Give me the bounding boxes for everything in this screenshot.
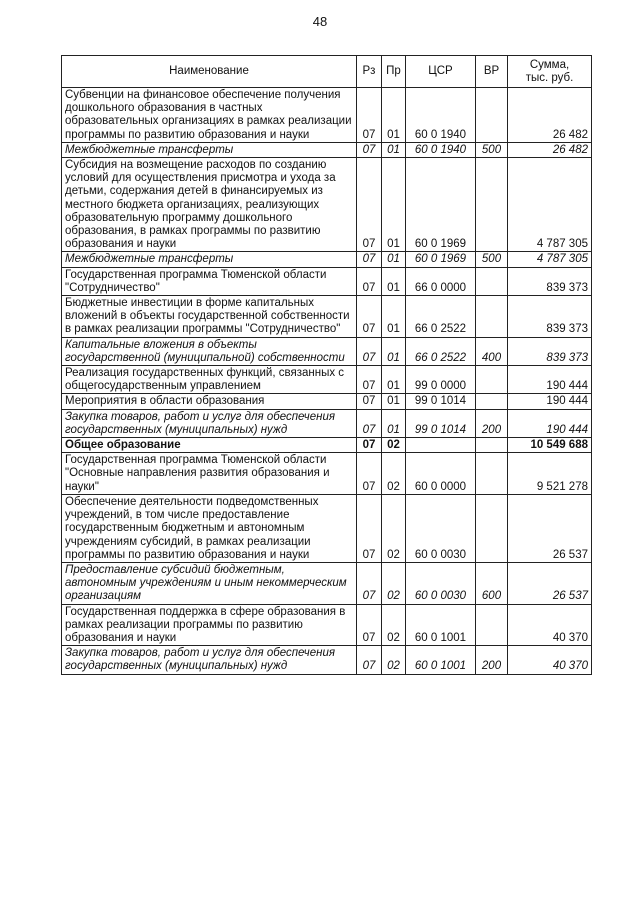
table-row xyxy=(62,158,592,252)
cell-csr: 60 0 1940 xyxy=(406,88,476,143)
cell-name: Капитальные вложения в объекты государственной (муниципальной) собственности xyxy=(62,337,357,365)
cell-rz: 07 xyxy=(357,646,382,674)
table-row xyxy=(62,366,592,394)
cell-pr: 02 xyxy=(382,646,406,674)
cell-csr: 66 0 0000 xyxy=(406,267,476,295)
cell-csr: 60 0 0030 xyxy=(406,562,476,604)
header-sum-line1: Сумма, xyxy=(529,59,570,71)
cell-vr xyxy=(476,453,508,495)
cell-vr: 400 xyxy=(476,337,508,365)
cell-name: Субсидия на возмещение расходов по созданию условий для осуществления присмотра и ухода за детьми, содержания детей в финансируемых из местного бюджета организациях, реализующих образовательную программу дошкольного образования, в рамках программы по развитию образования и науки xyxy=(62,158,357,252)
cell-name: Предоставление субсидий бюджетным, автономным учреждениям и иным некоммерческим организациям xyxy=(62,562,357,604)
cell-sum: 839 373 xyxy=(508,337,592,365)
cell-pr: 01 xyxy=(382,267,406,295)
cell-sum: 839 373 xyxy=(508,267,592,295)
cell-sum: 26 537 xyxy=(508,562,592,604)
cell-csr: 60 0 1969 xyxy=(406,158,476,252)
cell-sum: 4 787 305 xyxy=(508,252,592,267)
header-name: Наименование xyxy=(62,56,357,88)
cell-pr: 01 xyxy=(382,337,406,365)
cell-sum: 26 482 xyxy=(508,142,592,157)
cell-name: Бюджетные инвестиции в форме капитальных вложений в объекты государственной собственности в рамках реализации программы "Сотрудничество" xyxy=(62,296,357,338)
cell-csr: 60 0 0000 xyxy=(406,453,476,495)
cell-name: Закупка товаров, работ и услуг для обеспечения государственных (муниципальных) нужд xyxy=(62,409,357,437)
cell-sum: 9 521 278 xyxy=(508,453,592,495)
cell-vr xyxy=(476,296,508,338)
cell-sum: 40 370 xyxy=(508,604,592,646)
table-row xyxy=(62,142,592,157)
page-number: 48 xyxy=(312,14,328,29)
cell-pr: 02 xyxy=(382,562,406,604)
table-row xyxy=(62,296,592,338)
header-rz: Рз xyxy=(357,56,382,88)
table-row xyxy=(62,494,592,562)
cell-pr: 01 xyxy=(382,142,406,157)
cell-pr: 02 xyxy=(382,438,406,453)
budget-table xyxy=(61,55,592,675)
cell-csr: 66 0 2522 xyxy=(406,296,476,338)
cell-rz: 07 xyxy=(357,409,382,437)
cell-vr xyxy=(476,604,508,646)
header-csr: ЦСР xyxy=(406,56,476,88)
cell-sum: 40 370 xyxy=(508,646,592,674)
cell-rz: 07 xyxy=(357,296,382,338)
cell-vr: 600 xyxy=(476,562,508,604)
cell-pr: 01 xyxy=(382,158,406,252)
cell-rz: 07 xyxy=(357,366,382,394)
table-row xyxy=(62,252,592,267)
cell-rz: 07 xyxy=(357,142,382,157)
table-row xyxy=(62,646,592,674)
cell-rz: 07 xyxy=(357,158,382,252)
cell-rz: 07 xyxy=(357,252,382,267)
cell-csr: 99 0 1014 xyxy=(406,409,476,437)
cell-pr: 02 xyxy=(382,604,406,646)
table-row xyxy=(62,337,592,365)
cell-vr xyxy=(476,88,508,143)
cell-vr: 200 xyxy=(476,409,508,437)
table-row xyxy=(62,562,592,604)
cell-name: Закупка товаров, работ и услуг для обеспечения государственных (муниципальных) нужд xyxy=(62,646,357,674)
cell-pr: 01 xyxy=(382,252,406,267)
cell-rz: 07 xyxy=(357,88,382,143)
table-row xyxy=(62,409,592,437)
cell-rz: 07 xyxy=(357,267,382,295)
cell-vr xyxy=(476,158,508,252)
cell-pr: 02 xyxy=(382,453,406,495)
cell-vr xyxy=(476,366,508,394)
cell-sum: 190 444 xyxy=(508,394,592,409)
cell-vr xyxy=(476,438,508,453)
table-header-row xyxy=(62,56,592,88)
header-pr: Пр xyxy=(382,56,406,88)
cell-csr: 60 0 0030 xyxy=(406,494,476,562)
cell-pr: 01 xyxy=(382,296,406,338)
cell-csr: 60 0 1001 xyxy=(406,646,476,674)
cell-pr: 02 xyxy=(382,494,406,562)
cell-csr: 99 0 0000 xyxy=(406,366,476,394)
table-row xyxy=(62,438,592,453)
cell-sum: 10 549 688 xyxy=(508,438,592,453)
cell-csr: 60 0 1940 xyxy=(406,142,476,157)
cell-vr xyxy=(476,394,508,409)
cell-sum: 190 444 xyxy=(508,409,592,437)
cell-rz: 07 xyxy=(357,453,382,495)
cell-name: Реализация государственных функций, связанных с общегосударственным управлением xyxy=(62,366,357,394)
table-row xyxy=(62,604,592,646)
cell-name: Межбюджетные трансферты xyxy=(62,142,357,157)
cell-sum: 4 787 305 xyxy=(508,158,592,252)
cell-name: Межбюджетные трансферты xyxy=(62,252,357,267)
cell-name: Субвенции на финансовое обеспечение получения дошкольного образования в частных образовательных организациях в рамках реализации программы по развитию образования и науки xyxy=(62,88,357,143)
cell-csr xyxy=(406,438,476,453)
cell-csr: 66 0 2522 xyxy=(406,337,476,365)
cell-pr: 01 xyxy=(382,394,406,409)
cell-csr: 99 0 1014 xyxy=(406,394,476,409)
cell-rz: 07 xyxy=(357,394,382,409)
cell-vr xyxy=(476,267,508,295)
cell-vr: 500 xyxy=(476,142,508,157)
header-sum-line2: тыс. руб. xyxy=(525,72,574,84)
cell-vr: 200 xyxy=(476,646,508,674)
cell-name: Мероприятия в области образования xyxy=(62,394,357,409)
table-row xyxy=(62,453,592,495)
cell-name: Обеспечение деятельности подведомственных учреждений, в том числе предоставление государственным бюджетным и автономным учреждениям субсидий, в рамках реализации программы по развитию образования и науки xyxy=(62,494,357,562)
cell-name: Государственная программа Тюменской области "Основные направления развития образования и науки" xyxy=(62,453,357,495)
cell-name: Государственная программа Тюменской области "Сотрудничество" xyxy=(62,267,357,295)
cell-sum: 190 444 xyxy=(508,366,592,394)
cell-rz: 07 xyxy=(357,337,382,365)
cell-csr: 60 0 1001 xyxy=(406,604,476,646)
cell-sum: 839 373 xyxy=(508,296,592,338)
cell-rz: 07 xyxy=(357,562,382,604)
cell-pr: 01 xyxy=(382,366,406,394)
cell-sum: 26 537 xyxy=(508,494,592,562)
cell-rz: 07 xyxy=(357,604,382,646)
header-sum xyxy=(508,56,592,88)
table-row xyxy=(62,394,592,409)
cell-sum: 26 482 xyxy=(508,88,592,143)
cell-name: Государственная поддержка в сфере образования в рамках реализации программы по развитию образования и науки xyxy=(62,604,357,646)
cell-name: Общее образование xyxy=(62,438,357,453)
cell-vr: 500 xyxy=(476,252,508,267)
cell-vr xyxy=(476,494,508,562)
cell-rz: 07 xyxy=(357,494,382,562)
cell-pr: 01 xyxy=(382,409,406,437)
cell-rz: 07 xyxy=(357,438,382,453)
cell-csr: 60 0 1969 xyxy=(406,252,476,267)
cell-pr: 01 xyxy=(382,88,406,143)
table-row xyxy=(62,88,592,143)
header-vr: ВР xyxy=(476,56,508,88)
table-row xyxy=(62,267,592,295)
